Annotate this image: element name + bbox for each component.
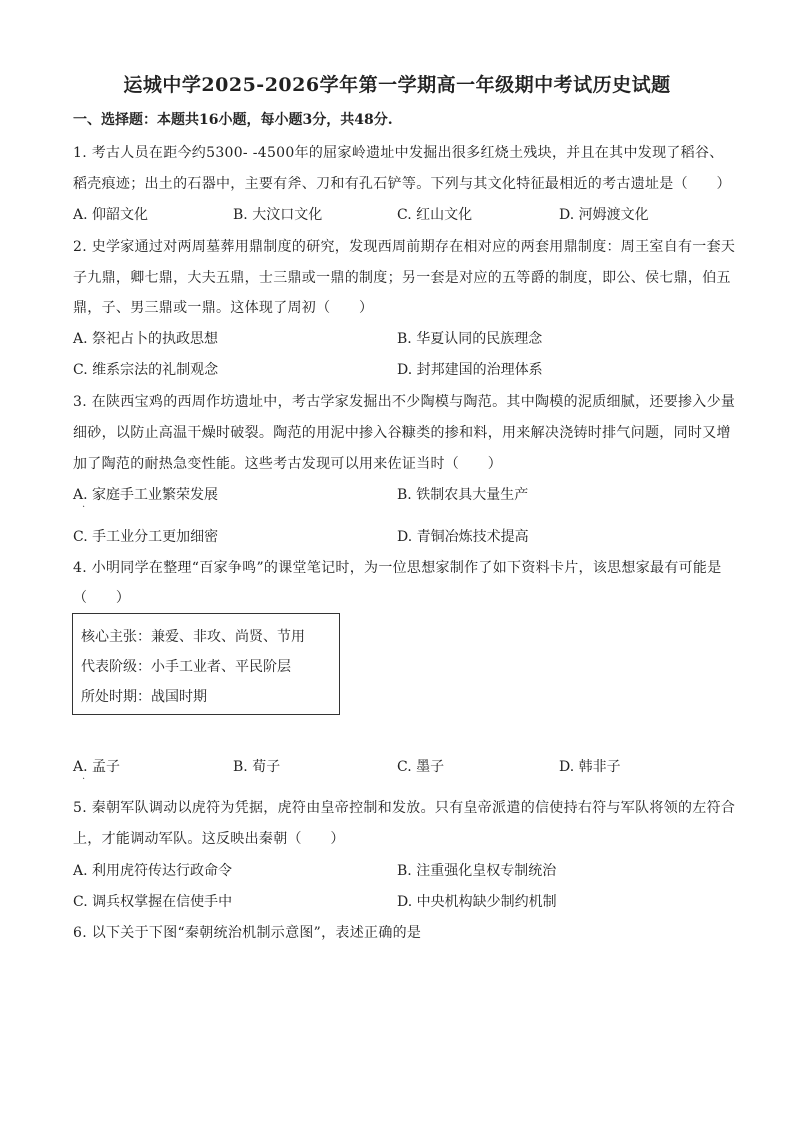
q1-option-c: C. 红山文化 — [397, 207, 473, 223]
exam-title: 运城中学2025-2026学年第一学期高一年级期中考试历史试题 — [123, 74, 671, 96]
q2-line-3: 鼎，子、男三鼎或一鼎。这体现了周初（ ） — [73, 300, 374, 316]
q5-option-d: D. 中央机构缺少制约机制 — [397, 894, 557, 910]
q5-option-b: B. 注重强化皇权专制统治 — [397, 863, 557, 879]
thinker-info-card — [72, 613, 340, 715]
card-line-core: 核心主张：兼爱、非攻、尚贤、节用 — [81, 629, 305, 645]
stray-dot: · — [82, 774, 86, 785]
q4-option-d: D. 韩非子 — [559, 759, 621, 775]
q5-line-2: 上，才能调动军队。这反映出秦朝（ ） — [73, 831, 345, 847]
card-line-class: 代表阶级：小手工业者、平民阶层 — [81, 659, 291, 675]
q3-option-a: A. 家庭手工业繁荣发展 — [73, 487, 219, 503]
q3-line-3: 加了陶范的耐热急变性能。这些考古发现可以用来佐证当时（ ） — [73, 456, 502, 472]
q4-line-1: 4. 小明同学在整理“百家争鸣”的课堂笔记时，为一位思想家制作了如下资料卡片，该思想家最有可能是 — [73, 560, 722, 576]
q5-option-a: A. 利用虎符传达行政命令 — [73, 863, 233, 879]
q3-option-b: B. 铁制农具大量生产 — [397, 487, 529, 503]
q1-line-2: 稻壳痕迹；出土的石器中，主要有斧、刀和有孔石铲等。下列与其文化特征最相近的考古遗址是（ ） — [73, 176, 731, 192]
stray-dot: · — [82, 502, 86, 513]
q4-line-2: （ ） — [73, 590, 131, 606]
q5-option-c: C. 调兵权掌握在信使手中 — [73, 894, 233, 910]
q2-option-a: A. 祭祀占卜的执政思想 — [73, 331, 219, 347]
q1-option-a: A. 仰韶文化 — [73, 207, 149, 223]
q6-line-1: 6. 以下关于下图“秦朝统治机制示意图”，表述正确的是 — [73, 925, 422, 941]
q3-option-c: C. 手工业分工更加细密 — [73, 529, 219, 545]
q4-option-c: C. 墨子 — [397, 759, 445, 775]
q2-option-c: C. 维系宗法的礼制观念 — [73, 362, 219, 378]
section-heading: 一、选择题：本题共16小题，每小题3分，共48分. — [73, 112, 393, 128]
q1-option-d: D. 河姆渡文化 — [559, 207, 649, 223]
card-line-period: 所处时期：战国时期 — [81, 689, 207, 705]
q3-line-2: 细砂，以防止高温干燥时破裂。陶范的用泥中掺入谷糠类的掺和料，用来解决浇铸时排气问题，同时又增 — [73, 425, 731, 441]
q1-line-1: 1. 考古人员在距今约5300- -4500年的屈家岭遗址中发掘出很多红烧土残块，并且在其中发现了稻谷、 — [73, 145, 724, 161]
q2-line-1: 2. 史学家通过对两周墓葬用鼎制度的研究，发现西周前期存在相对应的两套用鼎制度：周王室自有一套天 — [73, 239, 736, 255]
q4-option-a: A. 孟子 — [73, 759, 121, 775]
q1-option-b: B. 大汶口文化 — [233, 207, 323, 223]
q4-option-b: B. 荀子 — [233, 759, 281, 775]
q3-line-1: 3. 在陕西宝鸡的西周作坊遗址中，考古学家发掘出不少陶模与陶范。其中陶模的泥质细腻，还要掺入少量 — [73, 394, 736, 410]
q2-option-b: B. 华夏认同的民族理念 — [397, 331, 543, 347]
q3-option-d: D. 青铜冶炼技术提高 — [397, 529, 529, 545]
q2-option-d: D. 封邦建国的治理体系 — [397, 362, 543, 378]
q2-line-2: 子九鼎，卿七鼎，大夫五鼎，士三鼎或一鼎的制度；另一套是对应的五等爵的制度，即公、侯七鼎，伯五 — [73, 270, 731, 286]
q5-line-1: 5. 秦朝军队调动以虎符为凭据，虎符由皇帝控制和发放。只有皇帝派遣的信使持右符与军队将领的左符合 — [73, 800, 736, 816]
